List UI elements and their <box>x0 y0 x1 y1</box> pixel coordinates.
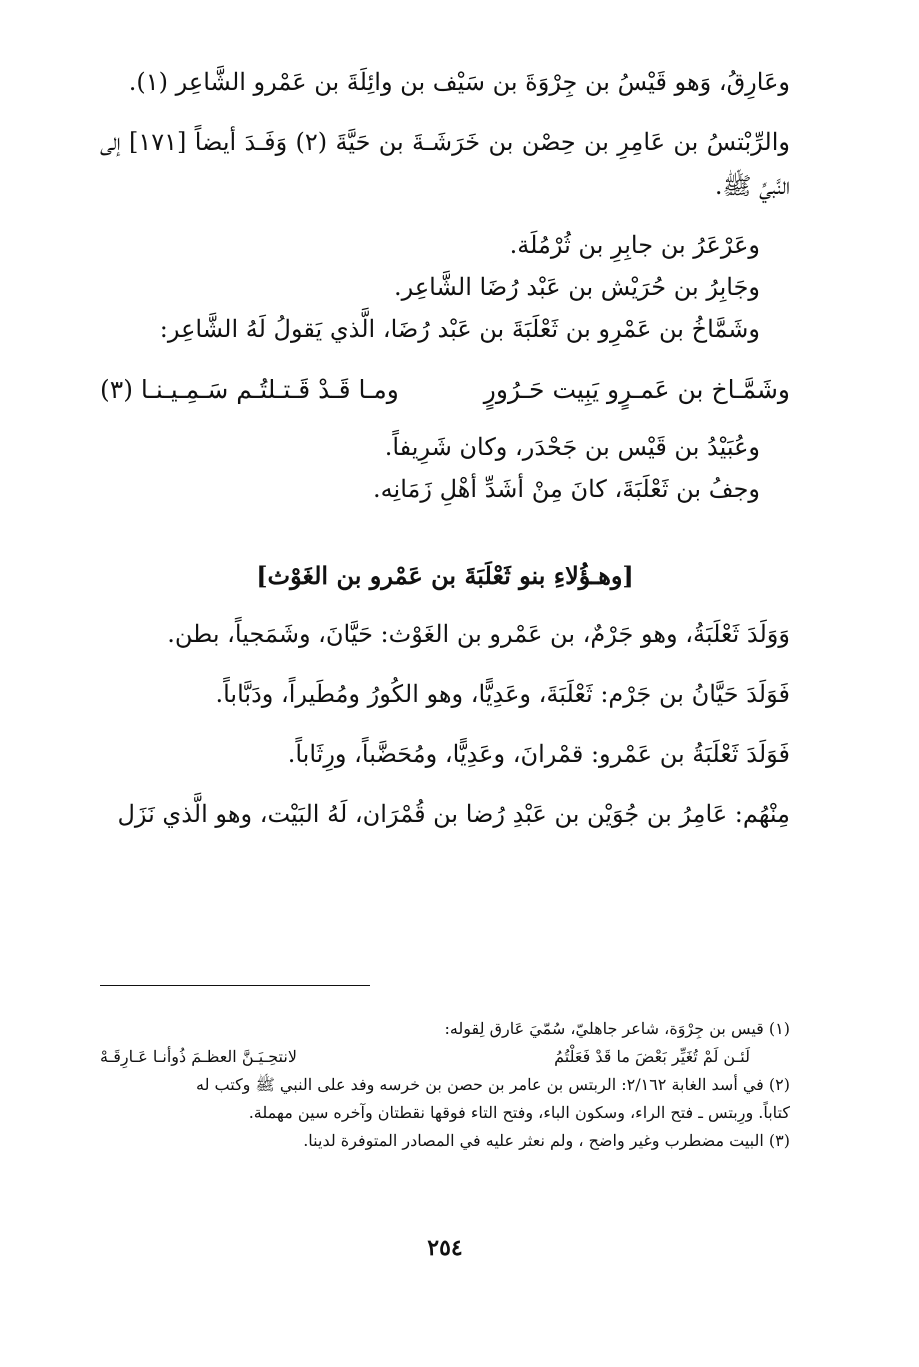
page-body <box>100 60 790 1261</box>
footnote-verse-second: لانتحِـيَـنَّ العظـمَ ذُوأنـا عَـارِقَـهْ <box>100 1047 297 1066</box>
footnote-3: (٣) البيت مضطرب وغير واضح ، ولم نعثر عليه في المصادر المتوفرة لدينا. <box>303 1131 790 1150</box>
footnote-2-line-1: (٢) في أسد الغابة ٢/١٦٢: الربتس بن عامر بن حصن بن خرسه وفد على النبي ﷺ وكتب له <box>195 1075 790 1094</box>
line-3: وعَرْعَرُ بن جابِرِ بن ثُرْمُلَة. <box>509 231 760 259</box>
paragraph-1: وعَارِقُ، وَهو قَيْسُ بن جِرْوَةَ بن سَيْف بن وائِلَةَ بن عَمْرو الشَّاعِر (١). <box>128 68 790 96</box>
poem-verse <box>100 368 790 412</box>
footnote-divider <box>100 985 370 986</box>
line-5: وشَمَّاخُ بن عَمْرِو بن ثَعْلَبَةَ بن عَبْد رُضَا، الَّذي يَقولُ لَهُ الشَّاعِر: <box>159 315 760 343</box>
line-4: وجَابِرُ بن حُرَيْش بن عَبْد رُضَا الشَّاعِر. <box>393 273 760 301</box>
paragraph-8: وَوَلَدَ ثَعْلَبَةُ، وهو جَرْمٌ، بن عَمْرو بن الغَوْث: حَيَّانَ، وشَمَجياً، بطن. <box>167 620 790 648</box>
page-number: ٢٥٤ <box>427 1235 463 1261</box>
line-7: وجفُ بن ثَعْلَبَةَ، كانَ مِنْ أشَدِّ أهْلِ زَمَانِه. <box>373 475 760 503</box>
footnote-1-verse <box>100 1043 790 1071</box>
paragraph-9: فَوَلَدَ حَيَّانُ بن جَرْم: ثَعْلَبَةَ، وعَدِيًّا، وهو الكُورُ ومُطَيراً، ودَبَّاباً. <box>215 680 790 708</box>
verse-second-hemistich: ومـا قَـدْ قَـتـلتُـم سَـمِـيـنـا (٣) <box>100 375 399 404</box>
paragraph-2: والرِّبْتسُ بن عَامِرِ بن حِصْن بن خَرَشَـةَ بن حَيَّةَ (٢) وَفَـدَ أيضاً [١٧١] إلى النَّبيِّ ﷺ. <box>100 128 790 200</box>
footnotes <box>100 1015 790 1155</box>
paragraph-10: فَوَلَدَ ثَعْلَبَةُ بن عَمْرو: قمْرانَ، وعَدِيًّا، ومُحَضَّباً، ورِثَاباً. <box>287 740 790 768</box>
section-heading: [وهـؤُلاءِ بنو ثَعْلَبَةَ بن عَمْرو بن الغَوْث] <box>256 561 634 590</box>
verse-first-hemistich: وشَمَّـاخ بن عَمـرٍو يَبِيت حَـرُورٍ <box>483 375 790 404</box>
footnote-verse-first: لَئـن لَمْ تُغَيِّر بَعْضَ ما قَدْ فَعَلْتُمُ <box>554 1047 750 1066</box>
paragraph-11: مِنْهُم: عَامِرُ بن جُوَيْن بن عَبْدِ رُضا بن قُمْرَان، لَهُ البَيْت، وهو الَّذي نَزَل <box>117 800 790 828</box>
line-6: وعُبَيْدُ بن قَيْس بن جَحْدَر، وكان شَرِيفاً. <box>384 433 760 461</box>
footnote-2-line-2: كتاباً. ورِبتس ـ فتح الراء، وسكون الباء، وفتح التاء فوقها نقطتان وآخره سين مهملة. <box>248 1103 790 1122</box>
footnote-1: (١) قيس بن جِرْوَة، شاعر جاهليّ، سُمّيَ عَارق لِقوله: <box>444 1019 790 1038</box>
